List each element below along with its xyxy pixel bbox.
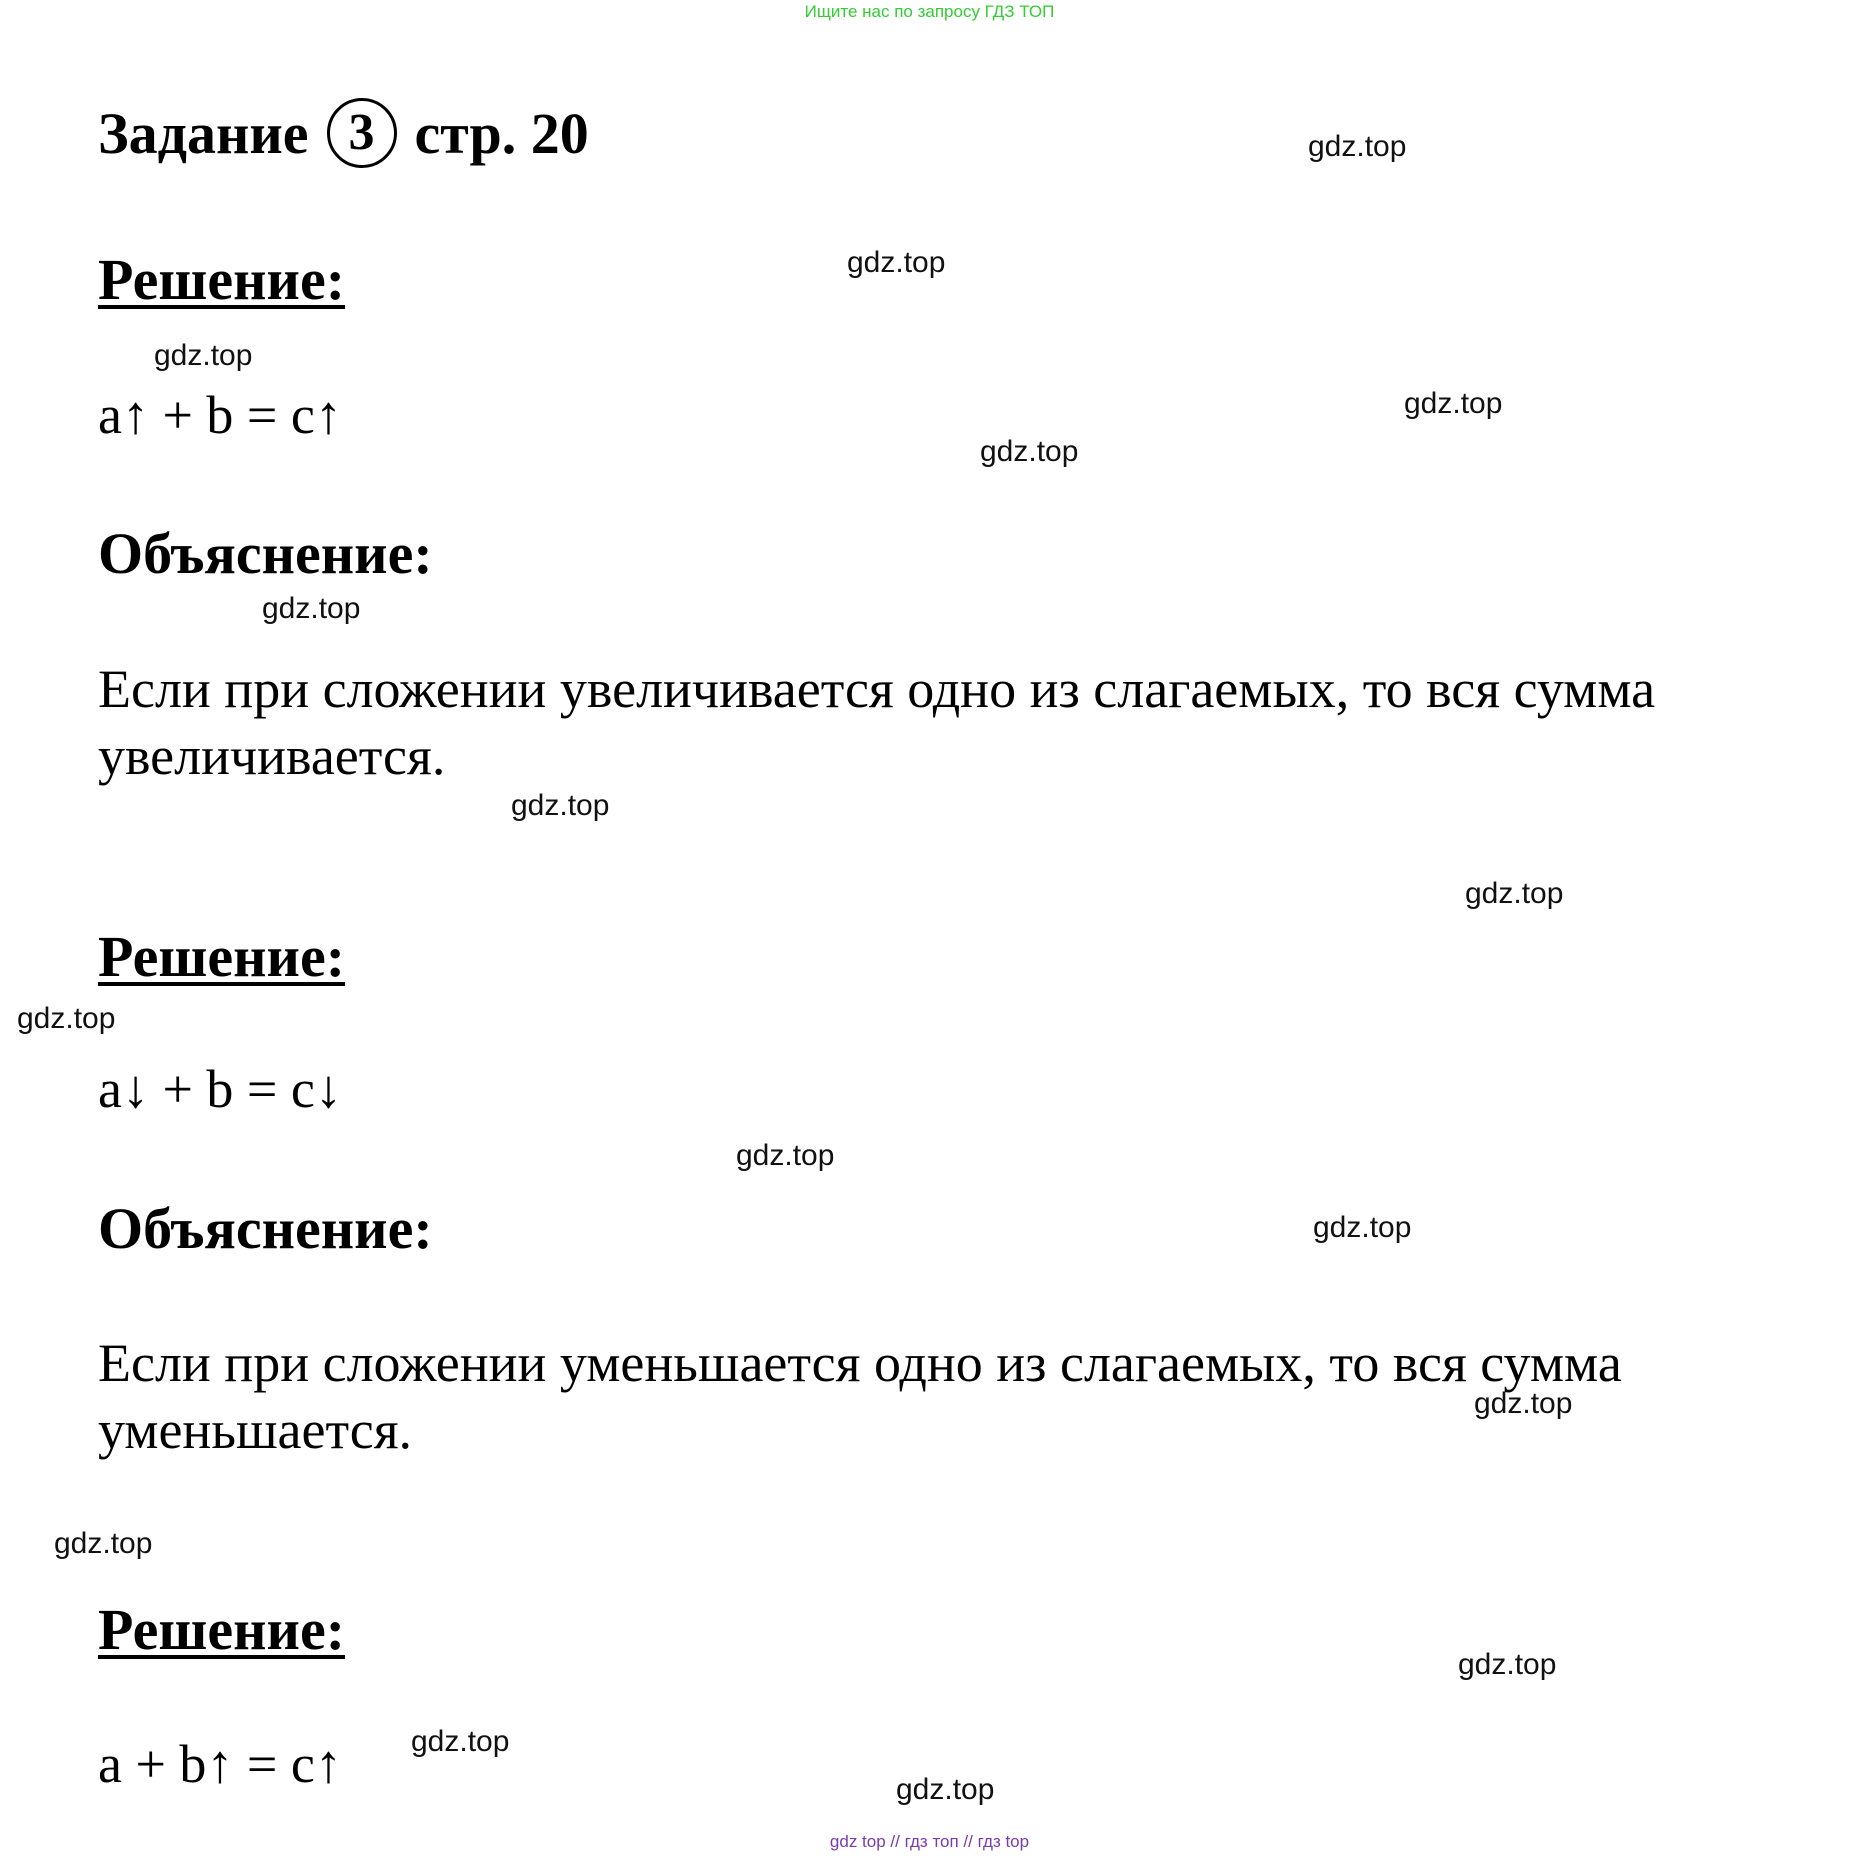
watermark: gdz.top [511,789,610,822]
watermark: gdz.top [17,1002,116,1035]
explanation-text-2: Если при сложении уменьшается одно из слагаемых, то вся сумма уменьшается. [98,1333,1622,1460]
watermark: gdz.top [847,246,946,279]
watermark: gdz.top [262,592,361,625]
task-number-badge: 3 [327,98,397,168]
formula-2: a↓ + b = c↓ [98,1059,342,1119]
watermark: gdz.top [1313,1211,1412,1244]
task-word: Задание [98,100,309,166]
watermark: gdz.top [1458,1648,1557,1681]
formula-3: a + b↑ = c↑ [98,1734,342,1794]
solution-heading-1: Решение: [98,247,346,312]
watermark: gdz.top [54,1527,153,1560]
watermark: gdz.top [1474,1387,1573,1420]
task-title [98,98,589,168]
task-page: стр. 20 [414,100,589,166]
explanation-heading-1: Объяснение: [98,521,433,586]
watermark: gdz.top [980,435,1079,468]
watermark: gdz.top [736,1139,835,1172]
explanation-text-1: Если при сложении увеличивается одно из слагаемых, то вся сумма увеличивается. [98,659,1656,786]
watermark: gdz.top [154,339,253,372]
header-note: Ищите нас по запросу ГДЗ ТОП [804,2,1055,21]
watermark: gdz.top [896,1773,995,1806]
explanation-heading-2: Объяснение: [98,1196,433,1261]
watermark: gdz.top [1404,387,1503,420]
watermark: gdz.top [1308,130,1407,163]
footer-note: gdz top // гдз топ // гдз top [829,1832,1030,1851]
watermark: gdz.top [411,1725,510,1758]
solution-heading-2: Решение: [98,924,346,989]
formula-1: a↑ + b = c↑ [98,385,342,445]
watermark: gdz.top [1465,877,1564,910]
solution-heading-3: Решение: [98,1597,346,1662]
